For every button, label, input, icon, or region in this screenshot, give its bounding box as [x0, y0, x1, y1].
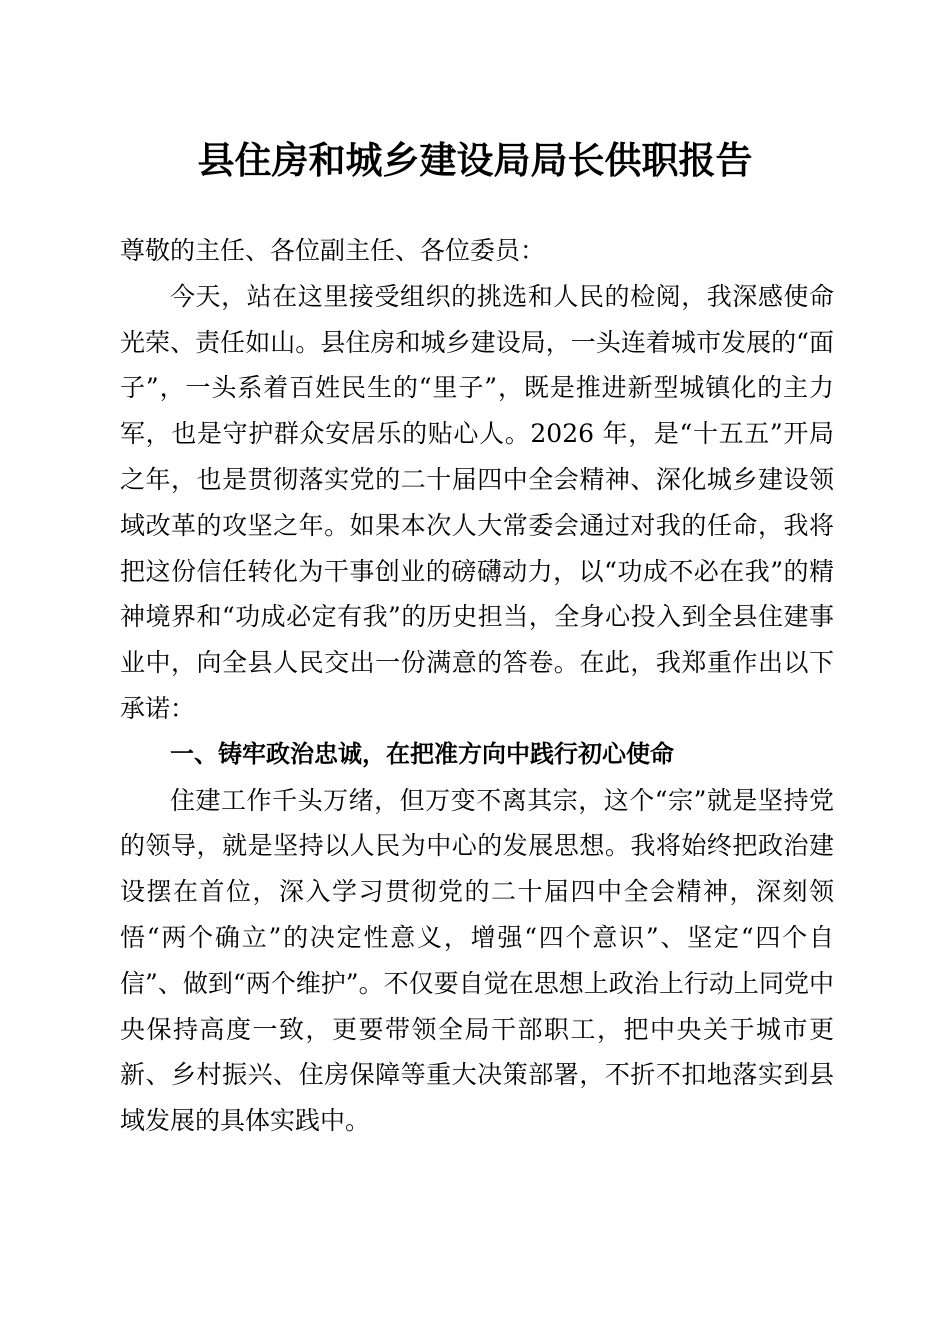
opening-paragraph: 今天，站在这里接受组织的挑选和人民的检阅，我深感使命光荣、责任如山。县住房和城乡建设局，一头连着城市发展的“面子”，一头系着百姓民生的“里子”，既是推进新型城镇化的主力军，也是守护群众安居乐的贴心人。2026 年，是“十五五”开局之年，也是贯彻落实党的二十届四中全会精神、深化城乡建设领域改革的攻坚之年。如果本次人大常委会通过对我的任命，我将把这份信任转化为干事创业的磅礴动力，以“功成不必在我”的精神境界和“功成必定有我”的历史担当，全身心投入到全县住建事业中，向全县人民交出一份满意的答卷。在此，我郑重作出以下承诺： — [120, 281, 834, 723]
section-paragraph: 住建工作千头万绪，但万变不离其宗，这个“宗”就是坚持党的领导，就是坚持以人民为中心的发展思想。我将始终把政治建设摆在首位，深入学习贯彻党的二十届四中全会精神，深刻领悟“两个确立”的决定性意义，增强“四个意识”、坚定“四个自信”、做到“两个维护”。不仅要自觉在思想上政治上行动上同党中央保持高度一致，更要带领全局干部职工，把中央关于城市更新、乡村振兴、住房保障等重大决策部署，不折不扣地落实到县域发展的具体实践中。 — [120, 785, 834, 1136]
salutation: 尊敬的主任、各位副主任、各位委员： — [120, 236, 546, 265]
document-title: 县住房和城乡建设局局长供职报告 — [197, 138, 753, 182]
document-body — [120, 228, 834, 1144]
section-heading: 一、铸牢政治忠诚，在把准方向中践行初心使命 — [170, 739, 674, 768]
